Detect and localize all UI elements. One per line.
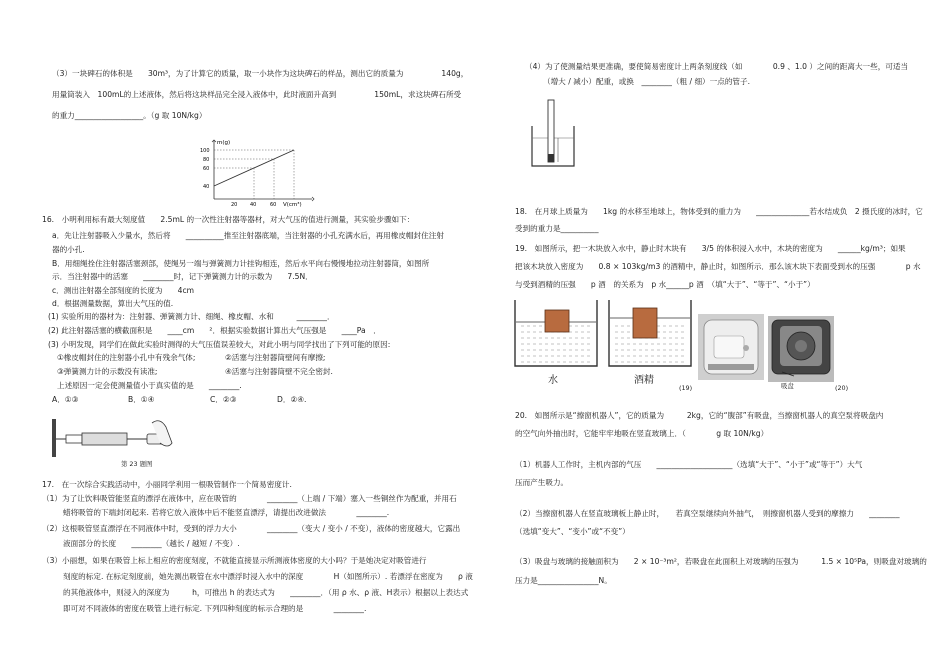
q17-line5: 液面部分的长度 ________（越长 / 越短 / 不变）. bbox=[63, 539, 240, 548]
q16-option-a: A．①③ bbox=[52, 395, 79, 404]
q16-line3: 器的小孔. bbox=[52, 245, 85, 254]
q16-line1: 16. 小明利用标有最大刻度值 2.5mL 的一次性注射器等器材，对大气压的值进行测量，其实验步骤如下： bbox=[42, 215, 415, 224]
q15-3-line3: 的重力__________________。（g 取 10N/kg） bbox=[52, 111, 207, 120]
robot-underside-photo bbox=[768, 316, 834, 382]
q18-line2: 受到的重力是__________ bbox=[515, 224, 599, 233]
q16-line9: (2) 此注射器活塞的横截面积是 ____cm ²．根据实验数据计算出大气压强是 ____Pa ． bbox=[48, 326, 381, 335]
q16-line7: d．根据测量数据，算出大气压的值. bbox=[52, 299, 174, 308]
q20-line2: 的空气向外抽出时，它能牢牢地吸在竖直玻璃上．（ g 取 10N/kg） bbox=[515, 429, 769, 438]
q20-sub1-line1: （1）机器人工作时，主机内部的气压 ____________________（选填“大于”、“小于”或“等于”）大气 bbox=[515, 460, 863, 469]
x-tick: 40 bbox=[250, 202, 257, 207]
q18-line1: 18. 在月球上质量为 1kg 的水移至地球上，物体受到的重力为 ______________若水结成负 2 摄氏度的冰时，它 bbox=[515, 207, 923, 216]
x-tick: 20 bbox=[231, 202, 238, 207]
beaker-alcohol-figure bbox=[607, 296, 695, 370]
q16-line5: 示．当注射器中的活塞 ________时，记下弹簧测力计的示数为 7.5N． bbox=[52, 272, 313, 281]
graph-ylabel: m(g) bbox=[217, 140, 231, 146]
graph-xlabel: V(cm³) bbox=[283, 202, 302, 207]
y-tick: 40 bbox=[203, 184, 210, 190]
q17-line6: （3）小丽想，如果在吸管上标上相应的密度刻度，不就能直接显示所测液体密度的大小吗？于是她决定对吸管进行 bbox=[42, 556, 427, 565]
beaker-tube-figure bbox=[530, 98, 590, 170]
q20-line1: 20. 如图所示是“擦窗机器人”，它的质量为 2kg，它的“腹部”有吸盘，当擦窗机器人的真空泵将吸盘内 bbox=[515, 411, 884, 420]
q20-sub2-line2: （选填“变大”、“变小”或“不变”） bbox=[515, 527, 630, 536]
wood-block bbox=[545, 310, 569, 332]
q17-line7: 刻度的标定. 在标定刻度前，她先测出吸管在水中漂浮时浸入水中的深度 H（如图所示）. 若漂浮在密度为 ρ 液 bbox=[63, 572, 473, 581]
y-tick: 60 bbox=[203, 166, 210, 172]
q16-option-b: B．①④ bbox=[128, 395, 155, 404]
q17-4-line2: （增大 / 减小）配重，或换 ________（粗 / 细）一点的管子. bbox=[543, 77, 751, 86]
beaker-water-figure bbox=[513, 296, 601, 370]
beaker-alcohol-label: 酒精 bbox=[634, 375, 654, 386]
mass-volume-graph bbox=[198, 137, 316, 207]
figure-23-caption: 第 23 题图 bbox=[121, 460, 153, 468]
q16-option-c: C．②③ bbox=[210, 395, 237, 404]
figure-20-label: (20) bbox=[835, 384, 849, 392]
q20-sub2-line1: （2）当擦窗机器人在竖直玻璃板上静止时， 若真空泵继续向外抽气， 则擦窗机器人受到的摩擦力 ________ bbox=[515, 509, 900, 518]
wood-block bbox=[633, 308, 657, 338]
q16-line8: (1) 实验所用的器材为：注射器、弹簧测力计、细绳、橡皮帽、水和 ________． bbox=[48, 312, 335, 321]
q16-reason4: ④活塞与注射器筒壁不完全密封. bbox=[225, 367, 333, 376]
straw-densimeter bbox=[548, 100, 554, 162]
q16-line4: B．用细绳拴住注射器活塞颈部，使绳另一端与弹簧测力计挂钩相连，然后水平向右慢慢地拉动注射器筒，如图所 bbox=[52, 259, 430, 268]
x-tick: 60 bbox=[270, 202, 277, 207]
q20-sub3-line2: 压力是________________N。 bbox=[515, 576, 612, 585]
q17-line4: （2）这根吸管竖直漂浮在不同液体中时，受到的浮力大小 ________（变大 / 变小 / 不变），液体的密度越大，它露出 bbox=[42, 524, 461, 533]
window-robot-photo bbox=[698, 314, 764, 380]
q16-line13: 上述原因一定会使测量值小于真实值的是 ________. bbox=[57, 381, 242, 390]
q17-line3: 蜡将吸管的下端封闭起来. 若将它放入液体中后不能竖直漂浮，请提出改进做法 ________. bbox=[63, 508, 390, 517]
q19-line1: 19. 如图所示，把一木块放入水中，静止时木块有 3/5 的体积浸入水中，木块的密度为 ______kg/m³；如果 bbox=[515, 244, 906, 253]
q16-reason3: ③弹簧测力计的示数没有读准; bbox=[57, 367, 158, 376]
q16-line2: a．先让注射器吸入少量水，然后将 __________推至注射器底端，当注射器的小孔充满水后，再用橡皮帽封住注射 bbox=[52, 231, 444, 240]
q16-reason1: ①橡皮帽封住的注射器小孔中有残余气体; bbox=[57, 353, 196, 362]
beaker-water-label: 水 bbox=[548, 375, 558, 386]
syringe-barrel bbox=[82, 433, 127, 445]
q15-3-line2: 用量筒装入 100mL的上述液体，然后将这块样品完全浸入液体中，此时液面升高到 150mL，求这块碑石所受 bbox=[52, 90, 462, 99]
syringe-figure bbox=[52, 413, 182, 461]
q17-line2: （1）为了让饮料吸管能竖直的漂浮在液体中，应在吸管的 ________（上端 / 下端）塞入一些铜丝作为配重，并用石 bbox=[42, 494, 457, 503]
figure-19-label: (19) bbox=[679, 384, 693, 392]
q16-line6: c．测出注射器全部刻度的长度为 4cm bbox=[52, 286, 195, 295]
q16-option-d: D．②④. bbox=[277, 395, 307, 404]
suction-label: 吸盘 bbox=[781, 382, 794, 390]
q16-line10: (3) 小明发现，同学们在做此实验时测得的大气压值误差较大，对此小明与同学找出了下列可能的原因: bbox=[48, 340, 391, 349]
q19-line2: 把该木块放入密度为 0.8 × 103kg/m3 的酒精中，静止时，如图所示．那么该木块下表面受到水的压强 p 水 bbox=[515, 262, 921, 271]
q20-sub3-line1: （3）吸盘与玻璃的接触面积为 2 × 10⁻³m²，若吸盘在此面积上对玻璃的压强为 1.5 × 10⁵Pa，则吸盘对玻璃的 bbox=[515, 557, 927, 566]
q17-line1: 17. 在一次综合实践活动中，小丽同学利用一根吸管制作一个简易密度计. bbox=[42, 480, 292, 489]
q16-reason2: ②活塞与注射器筒壁间有摩擦; bbox=[225, 353, 326, 362]
q17-4-line1: （4）为了使测量结果更准确，要使简易密度计上两条刻度线（如 0.9 、1.0 ）之间的距离大一些，可适当 bbox=[525, 62, 909, 71]
q19-line3: 与受到酒精的压强 p 酒 的关系为 p 水______p 酒 （填“大于”、“等于”、“小于”） bbox=[515, 280, 815, 289]
q15-3-line1: （3）一块碑石的体积是 30m³，为了计算它的质量，取一小块作为这块碑石的样品，测出它的质量为 140g， bbox=[52, 69, 469, 78]
q17-line9: 即可对不同液体的密度在吸管上进行标定. 下列四种刻度的标示合理的是 ________. bbox=[63, 604, 367, 613]
q17-line8: 的其他液体中，则浸入的深度为 h，可推出 h 的表达式为 ________．（用 ρ 水、ρ 液、H表示）根据以上表达式 bbox=[63, 588, 469, 597]
q20-sub1-line2: 压而产生吸力。 bbox=[515, 478, 569, 487]
y-tick: 80 bbox=[203, 157, 210, 163]
y-tick: 100 bbox=[200, 148, 210, 154]
